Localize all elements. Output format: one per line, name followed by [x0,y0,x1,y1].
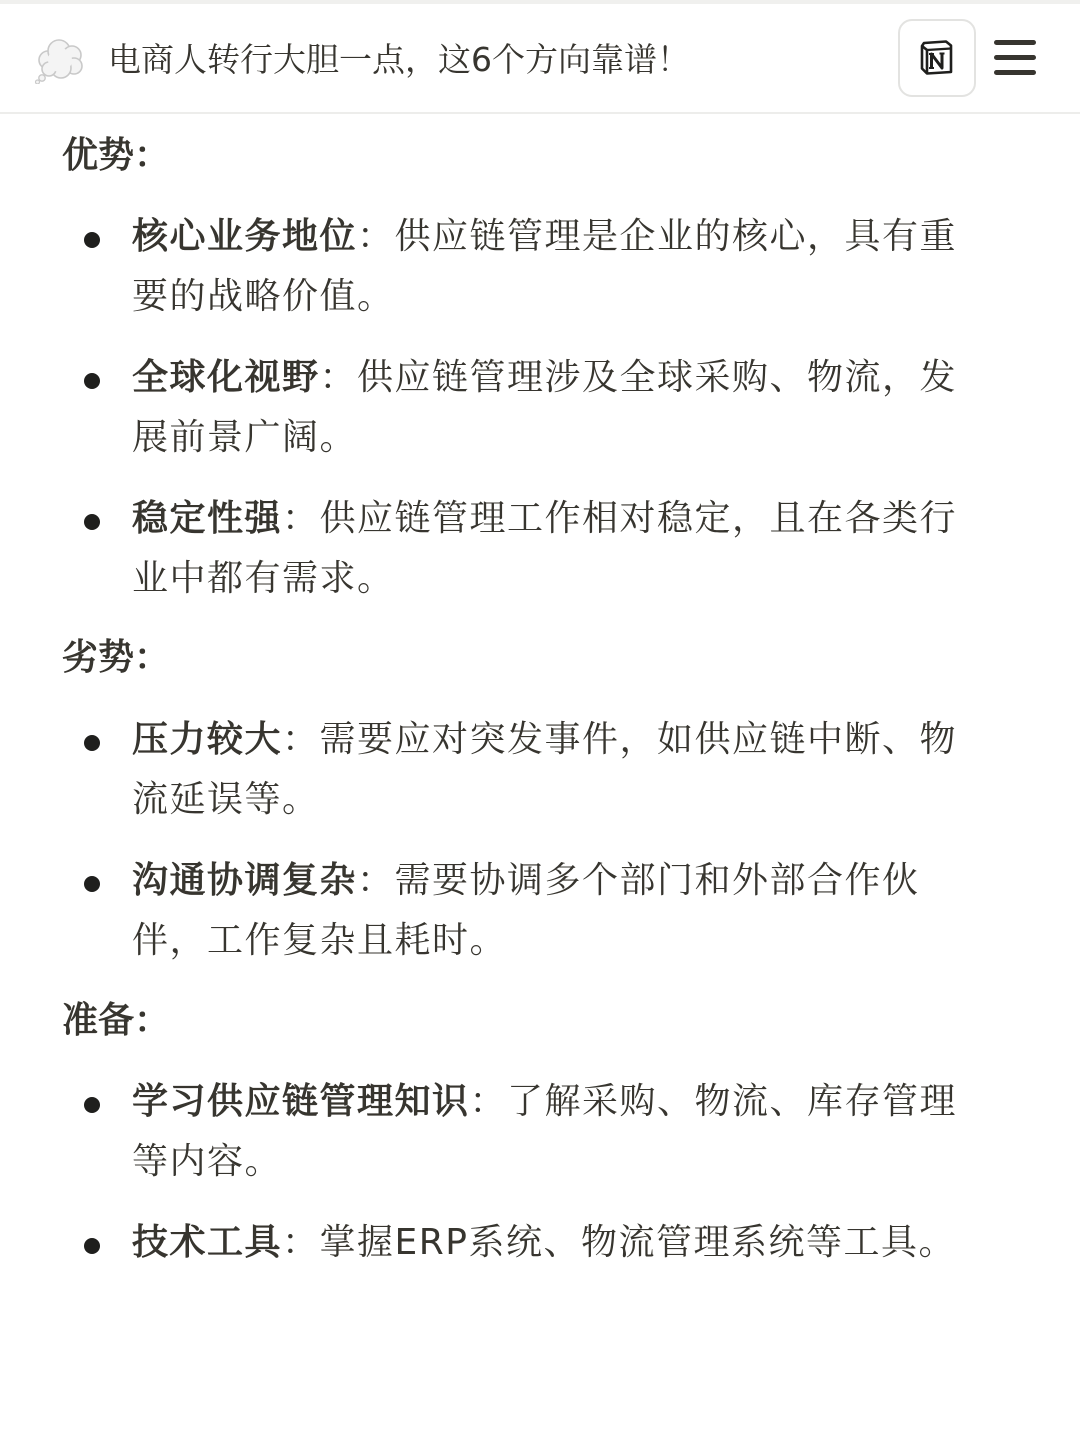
notion-logo-icon [917,38,957,78]
page-title: 电商人转行大胆一点，这6个方向靠谱！ [108,40,690,79]
notion-button[interactable] [898,19,976,97]
thought-bubble-icon[interactable] [34,36,86,84]
top-bar [0,0,1080,114]
section-heading-disadvantages: 劣势： [62,637,171,678]
bullet-dot-icon [84,1238,100,1254]
list-item-term: 技术工具 [132,1222,283,1263]
list-item-separator: ： [282,1222,320,1263]
list-item-text [132,1072,992,1192]
list-item-term: 稳定性强 [132,498,283,539]
bullet-dot-icon [84,514,100,530]
list-item-desc: 供应链管理涉及全球采购、物流，发展前景广阔。 [132,357,958,458]
list-item-text [132,348,992,468]
bullet-dot-icon [84,735,100,751]
section-heading-preparation: 准备： [62,1000,171,1041]
list-item-separator: ： [357,860,395,901]
list-item-separator: ： [282,719,320,760]
list-item-separator: ： [319,357,358,398]
list-item-term: 全球化视野 [132,357,320,398]
list-item-text [132,710,992,830]
list-item-desc: 供应链管理是企业的核心，具有重要的战略价值。 [132,216,958,317]
list-item-separator: ： [357,216,395,257]
hamburger-menu-icon[interactable] [994,38,1040,78]
list-item-term: 压力较大 [132,719,283,760]
list-item-text [132,489,992,609]
list-item-term: 学习供应链管理知识 [132,1081,470,1122]
list-item-text [132,851,992,971]
bullet-dot-icon [84,232,100,248]
top-divider [0,0,1080,4]
list-item-desc: 需要应对突发事件，如供应链中断、物流延误等。 [132,719,958,820]
bullet-dot-icon [84,876,100,892]
list-item-term: 核心业务地位 [132,216,358,257]
list-item-separator: ： [282,498,320,539]
list-item-desc: 需要协调多个部门和外部合作伙伴，工作复杂且耗时。 [132,860,920,961]
list-item-desc: 了解采购、物流、库存管理等内容。 [132,1081,958,1182]
list-item-separator: ： [469,1081,508,1122]
list-item-desc: 供应链管理工作相对稳定，且在各类行业中都有需求。 [132,498,958,599]
list-item-desc: 掌握ERP系统、物流管理系统等工具。 [319,1222,957,1263]
list-item-term: 沟通协调复杂 [132,860,358,901]
section-heading-advantages: 优势： [62,135,171,176]
list-item-text [132,1213,992,1273]
bullet-dot-icon [84,1097,100,1113]
list-item-text [132,207,992,327]
bullet-dot-icon [84,373,100,389]
